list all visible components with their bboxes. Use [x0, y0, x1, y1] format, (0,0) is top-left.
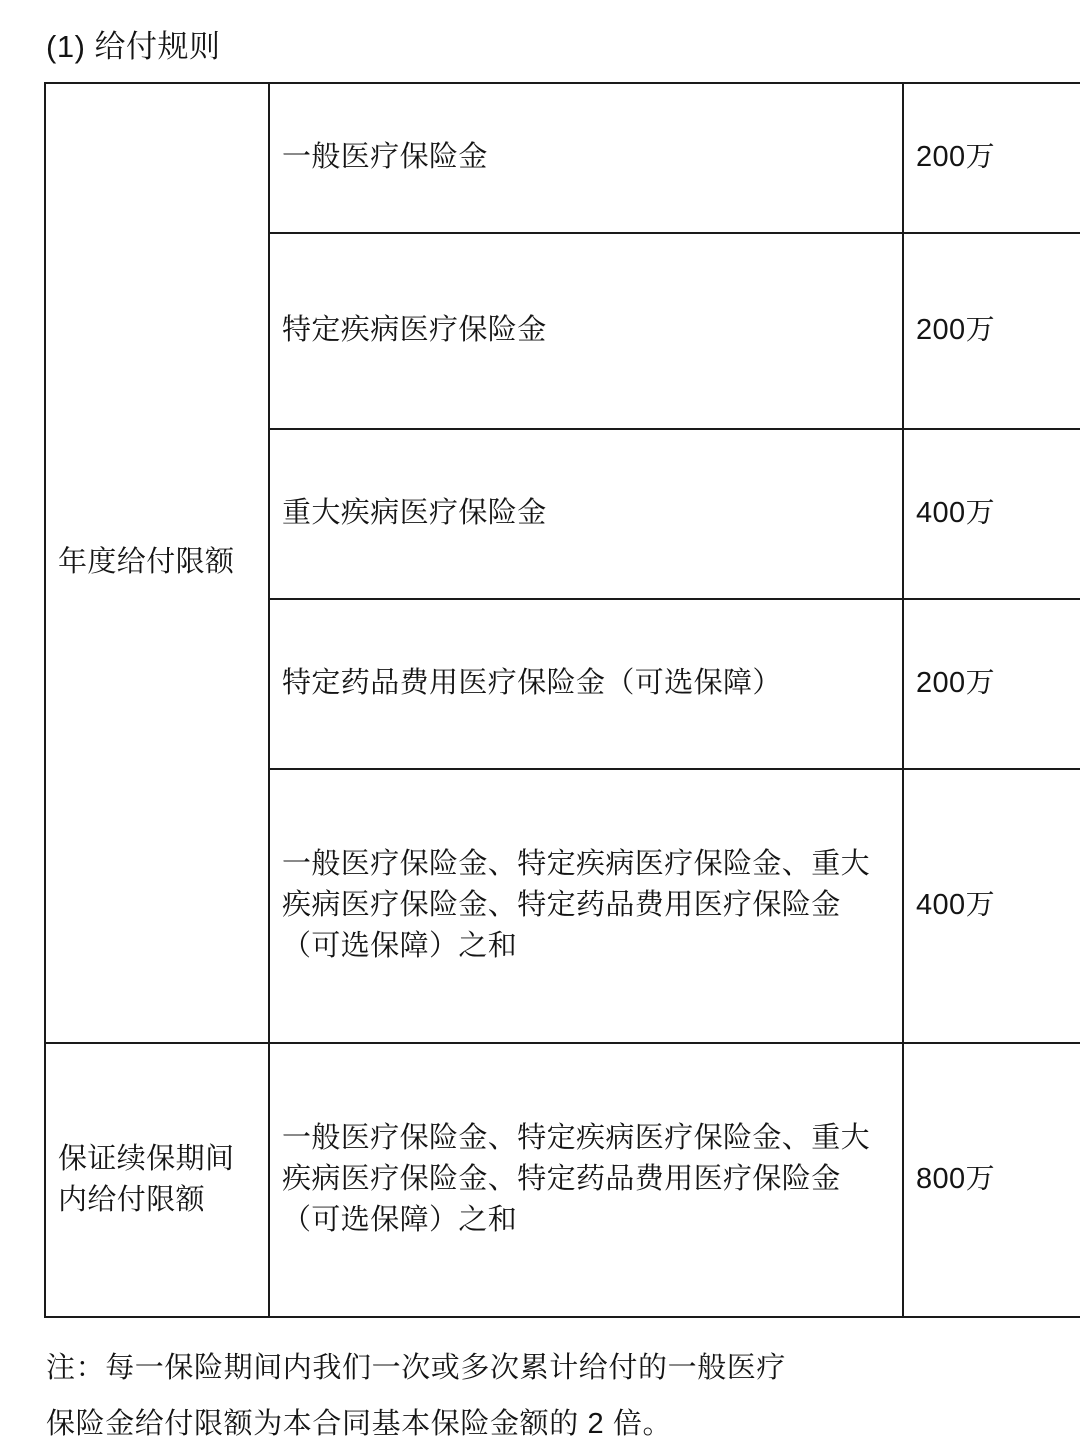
benefit-item-label: 一般医疗保险金、特定疾病医疗保险金、重大疾病医疗保险金、特定药品费用医疗保险金（可选保障）之和: [269, 1043, 903, 1317]
row-category-annual-limit: 年度给付限额: [45, 83, 269, 1043]
benefit-item-amount: 200万: [903, 83, 1080, 233]
benefit-item-label: 特定药品费用医疗保险金（可选保障）: [269, 599, 903, 769]
benefit-item-amount: 400万: [903, 429, 1080, 599]
page-title: (1) 给付规则: [46, 29, 221, 64]
benefit-item-label: 一般医疗保险金、特定疾病医疗保险金、重大疾病医疗保险金、特定药品费用医疗保险金（可选保障）之和: [269, 769, 903, 1043]
note-line-2: 保险金给付限额为本合同基本保险金额的 2 倍。: [46, 1408, 673, 1441]
benefit-item-amount: 400万: [903, 769, 1080, 1043]
row-category-renewal-limit: 保证续保期间内给付限额: [45, 1043, 269, 1317]
table-row: [45, 83, 1080, 233]
benefit-item-amount: 200万: [903, 233, 1080, 429]
benefit-rules-table: [44, 82, 1080, 1318]
note-line-1: 注：每一保险期间内我们一次或多次累计给付的一般医疗: [46, 1351, 787, 1384]
table-note: [44, 1340, 1036, 1453]
benefit-item-label: 一般医疗保险金: [269, 83, 903, 233]
benefit-item-label: 特定疾病医疗保险金: [269, 233, 903, 429]
benefit-item-amount: 200万: [903, 599, 1080, 769]
table-row: [45, 1043, 1080, 1317]
benefit-item-amount: 800万: [903, 1043, 1080, 1317]
benefit-item-label: 重大疾病医疗保险金: [269, 429, 903, 599]
